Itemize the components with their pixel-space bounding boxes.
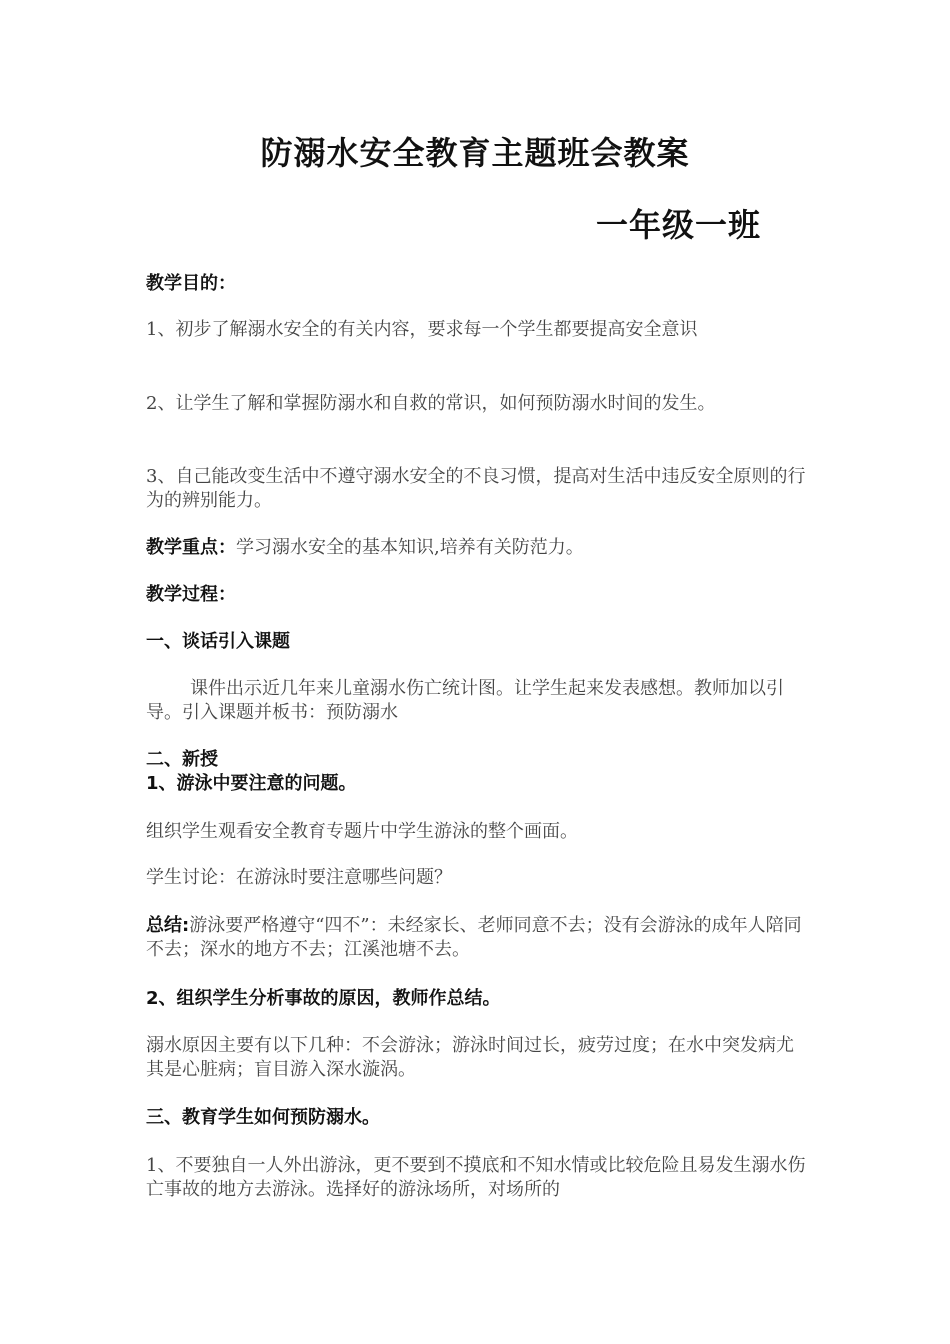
section-3-text-1: 1、不要独自一人外出游泳，更不要到不摸底和不知水情或比较危险且易发生溺水伤亡事故的地方去游泳。选择好的游泳场所，对场所的 <box>146 1155 806 1200</box>
section-2-text-1: 组织学生观看安全教育专题片中学生游泳的整个画面。 <box>146 821 578 842</box>
section-2-heading: 二、新授 <box>146 749 218 770</box>
key-points <box>146 536 806 560</box>
key-points-text: 学习溺水安全的基本知识,培养有关防范力。 <box>236 537 584 558</box>
summary <box>146 914 806 962</box>
section-1-text: 课件出示近几年来儿童溺水伤亡统计图。让学生起来发表感想。教师加以引导。引入课题并板书：预防溺水 <box>146 678 784 723</box>
objectives-heading: 教学目的： <box>146 273 236 294</box>
process-heading: 教学过程： <box>146 584 236 605</box>
objective-2: 2、让学生了解和掌握防溺水和自救的常识，如何预防溺水时间的发生。 <box>146 393 716 414</box>
objective-1: 1、初步了解溺水安全的有关内容，要求每一个学生都要提高安全意识 <box>146 319 698 340</box>
section-2-text-2: 学生讨论：在游泳时要注意哪些问题？ <box>146 867 452 888</box>
objective-3: 3、自己能改变生活中不遵守溺水安全的不良习惯，提高对生活中违反安全原则的行为的辨别能力。 <box>146 466 806 511</box>
summary-label: 总结: <box>146 915 190 936</box>
section-1-heading: 一、谈话引入课题 <box>146 631 290 652</box>
section-3-heading: 三、教育学生如何预防溺水。 <box>146 1107 380 1128</box>
document-title: 防溺水安全教育主题班会教案 <box>260 134 690 172</box>
class-name: 一年级一班 <box>596 206 762 244</box>
section-2-subheading-1: 1、游泳中要注意的问题。 <box>146 773 357 794</box>
key-points-label: 教学重点： <box>146 537 236 558</box>
section-2-subheading-2: 2、组织学生分析事故的原因，教师作总结。 <box>146 988 501 1009</box>
summary-text: 游泳要严格遵守“四不”：未经家长、老师同意不去；没有会游泳的成年人陪同不去；深水的地方不去；江溪池塘不去。 <box>146 915 802 960</box>
section-2-text-3: 溺水原因主要有以下几种：不会游泳；游泳时间过长，疲劳过度；在水中突发病尤其是心脏病；盲目游入深水漩涡。 <box>146 1035 794 1080</box>
